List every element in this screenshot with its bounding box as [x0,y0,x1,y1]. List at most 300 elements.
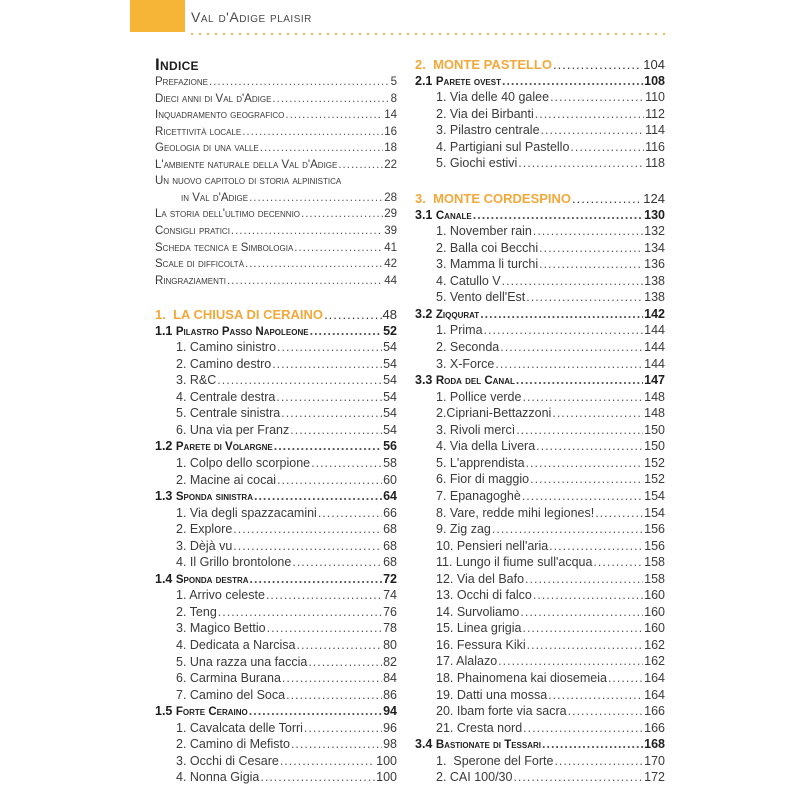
route-entry[interactable] [415,89,665,106]
entry-label [415,207,472,225]
page-number: 142 [644,306,665,321]
dot-leader [218,604,382,621]
page-number: 54 [383,406,397,421]
page-number: 112 [645,106,665,121]
entry-label: 20. Ibam forte via sacra [436,704,567,719]
dot-leader [249,703,382,720]
route-entry[interactable] [415,389,665,406]
page-number: 166 [644,720,665,735]
dot-leader [484,322,644,339]
page-number: 116 [645,139,665,154]
page-number: 64 [383,489,397,504]
entry-label: 5. Giochi estivi [436,156,518,171]
route-entry[interactable] [415,155,665,172]
section-number: 3.2 [415,306,433,321]
dot-leader [301,206,383,223]
route-entry[interactable] [155,736,397,753]
dot-leader [536,438,643,455]
route-entry[interactable] [415,720,665,737]
page-number: 48 [382,307,397,322]
entry-label: 1. Pollice verde [436,389,522,404]
route-entry[interactable] [155,356,397,373]
page-number: 160 [644,621,665,636]
entry-label: 17. Alalazo [436,654,498,669]
page-number: 5 [390,76,397,88]
entry-label: 2. Seconda [436,340,500,354]
route-entry[interactable] [415,422,665,439]
dot-leader [277,339,382,356]
page-number: 147 [644,373,665,388]
entry-label: La storia dell'ultimo decennio [155,208,301,221]
page-number: 54 [383,356,397,371]
entry-label: 3. MONTE CORDESPINO [415,191,572,207]
entry-label: 16. Fessura Kiki [436,637,526,652]
entry-label: 3. Occhi di Cesare [176,753,279,768]
index-title: Indice [155,55,199,74]
dot-leader [297,637,383,654]
entry-label: 4. Via della Livera [436,439,536,454]
page-number: 86 [383,687,397,702]
dot-leader [250,571,383,588]
entry-label: 18. Phainomena kai diosemeia [436,671,607,685]
entry-label: 4. Partigiani sul Pastello [436,139,570,154]
section-entry[interactable] [155,571,397,588]
section-name: Pilastro Passo Napoleone [175,325,309,338]
page-number: 18 [384,142,397,155]
route-entry[interactable] [415,289,665,306]
route-entry[interactable] [415,471,665,488]
dot-leader [553,56,642,73]
section-number: 1.1 [155,323,173,338]
section-number: 3.4 [415,737,433,752]
page-number: 158 [644,571,665,586]
toc-entry[interactable] [155,91,397,108]
dot-leader [285,107,383,124]
page-number: 170 [644,753,665,768]
page-number: 118 [645,156,665,171]
route-entry[interactable] [155,637,397,654]
entry-label [155,323,309,341]
route-entry[interactable] [415,405,665,422]
toc-entry[interactable] [155,256,397,273]
toc-entry[interactable] [155,223,397,240]
entry-label: 3. Pilastro centrale [436,123,540,138]
route-entry[interactable] [415,488,665,505]
entry-label: 3. Mamma li turchi [436,257,539,272]
section-number: 1.2 [155,439,173,454]
entry-label: Prefazione [155,76,209,88]
entry-label [155,488,253,506]
entry-label: 10. Pensieri nell'aria [436,538,549,553]
chapter-entry[interactable] [155,306,397,323]
dot-leader [522,389,643,406]
dot-leader [527,637,644,654]
route-entry[interactable] [415,240,665,257]
entry-label: 5. L'apprendista [436,455,525,470]
entry-label: 1. Arrivo celeste [176,588,265,603]
dot-leader [539,256,643,273]
route-entry[interactable] [415,670,665,687]
dot-leader [523,720,643,737]
page-number: 162 [644,637,665,652]
entry-label: 2. Balla coi Becchi [436,240,539,255]
section-number: 3.1 [415,207,433,222]
dot-leader [286,687,382,704]
dot-leader [498,653,643,670]
page-number: 154 [644,488,665,503]
route-entry[interactable] [155,389,397,406]
dot-leader [217,372,382,389]
dot-leader [304,720,382,737]
dot-leader [308,654,382,671]
section-name: Forte Ceraino [175,706,248,719]
dot-leader [533,587,643,604]
page-number: 154 [644,505,665,520]
route-entry[interactable] [155,604,397,621]
dot-leader [266,587,382,604]
entry-label: 1. Camino sinistro [176,340,277,355]
accent-block [130,0,185,32]
dot-leader [595,505,643,522]
page-number: 172 [644,770,665,785]
chapter-entry[interactable] [415,56,665,73]
toc-entry[interactable] [155,124,397,141]
toc-entry[interactable] [155,107,397,124]
dot-leader [513,769,643,786]
section-number: 1.5 [155,704,173,719]
route-entry[interactable] [155,422,397,439]
route-entry[interactable] [155,620,397,637]
route-entry[interactable] [415,521,665,538]
route-entry[interactable] [415,339,665,356]
section-entry[interactable] [415,306,665,323]
dot-leader [473,207,643,224]
entry-label: 2. Teng [176,604,217,619]
route-entry[interactable] [155,521,397,538]
entry-label: Scale di difficoltà [155,258,245,271]
page-number: 136 [644,257,665,272]
dot-leader [548,687,643,704]
entry-label: 2. Explore [176,522,233,537]
route-entry[interactable] [155,769,397,786]
dot-leader [518,155,644,172]
route-entry[interactable] [155,720,397,737]
section-number: 2.1 [415,73,433,88]
route-entry[interactable] [415,438,665,455]
page-number: 42 [384,258,397,271]
page-number: 29 [384,208,397,221]
page-number: 44 [384,274,397,287]
toc-entry[interactable] [155,190,397,207]
entry-label: 6. Fior di maggio [436,472,530,487]
dot-leader [572,190,642,207]
route-entry[interactable] [155,372,397,389]
dot-leader [495,356,643,373]
section-entry[interactable] [415,73,665,90]
page-number: 160 [644,604,665,619]
route-entry[interactable] [415,653,665,670]
route-entry[interactable] [415,106,665,123]
dot-leader [324,306,381,323]
section-entry[interactable] [415,736,665,753]
page-number: 150 [644,422,665,437]
entry-label: 1. Via degli spazzacamini [176,505,317,520]
entry-label: 14. Survoliamo [436,604,520,619]
page-number: 108 [644,73,665,88]
entry-label: 3. Rivoli mercì [436,422,516,437]
toc-entry[interactable] [155,157,397,174]
route-entry[interactable] [155,554,397,571]
page-number: 52 [383,323,397,338]
toc-entry[interactable] [155,240,397,257]
section-entry[interactable] [155,703,397,720]
entry-label: Scheda tecnica e Simbologia [155,241,294,254]
entry-label: 11. Lungo il fiume sull'acqua [436,555,593,570]
dot-leader [292,554,382,571]
page-number: 138 [644,273,665,288]
dot-leader [502,73,643,90]
route-entry[interactable] [415,571,665,588]
section-entry[interactable] [415,207,665,224]
route-entry[interactable] [155,538,397,555]
toc-entry[interactable] [155,173,397,190]
dot-leader [522,488,643,505]
page-number: 54 [383,373,397,388]
entry-label: 1. Cavalcata delle Torri [176,720,303,735]
route-entry[interactable] [155,753,397,770]
dot-leader [338,157,383,174]
route-entry[interactable] [155,670,397,687]
dot-leader [516,372,643,389]
entry-label: 1. Prima [436,323,483,338]
dot-leader [539,240,643,257]
route-entry[interactable] [415,122,665,139]
route-entry[interactable] [415,256,665,273]
dot-leader [267,620,382,637]
route-entry[interactable] [155,339,397,356]
route-entry[interactable] [415,455,665,472]
dot-leader [277,472,382,489]
dot-leader [500,339,643,356]
route-entry[interactable] [415,554,665,571]
dot-leader [260,769,375,786]
dot-leader [311,455,382,472]
route-entry[interactable] [155,654,397,671]
entry-label: 1. Colpo dello scorpione [176,455,311,470]
section-entry[interactable] [155,488,397,505]
section-name: Roda del Canal [435,375,515,388]
section-entry[interactable] [155,323,397,340]
route-entry[interactable] [415,703,665,720]
toc-entry[interactable] [155,206,397,223]
route-entry[interactable] [415,322,665,339]
route-entry[interactable] [415,356,665,373]
dot-leader [542,736,643,753]
route-entry[interactable] [415,139,665,156]
route-entry[interactable] [415,223,665,240]
page-number: 100 [376,753,397,768]
entry-label [415,372,515,390]
route-entry[interactable] [415,620,665,637]
page-number: 138 [644,290,665,305]
dot-leader [541,122,645,139]
page-number: 144 [644,323,665,338]
dot-leader [549,538,643,555]
entry-label: 7. Epanagoghè [436,488,521,503]
section-name: Canale [435,209,472,222]
page-number: 72 [383,571,397,586]
page-number: 124 [643,191,665,207]
route-entry[interactable] [155,505,397,522]
route-entry[interactable] [415,604,665,621]
page-number: 74 [383,588,397,603]
page-number: 8 [390,92,397,105]
dot-leader [282,670,382,687]
entry-label: 4. Catullo V [436,273,501,288]
page-number: 162 [644,654,665,669]
entry-label: 5. Una razza una faccia [176,654,308,669]
section-name: Parete di Volargne [175,441,273,454]
dot-leader [480,306,643,323]
entry-label: Consigli pratici [155,224,230,237]
section-number: 1.4 [155,571,173,586]
entry-label: 15. Linea grigia [436,621,522,636]
dot-leader [552,405,643,422]
dot-leader [570,139,644,156]
dot-leader [280,753,375,770]
entry-label: 2. MONTE PASTELLO [415,57,552,72]
dot-leader [608,670,643,687]
entry-label: 2. CAI 100/30 [436,770,513,785]
section-entry[interactable] [415,372,665,389]
entry-label: 3. R&C [176,373,217,388]
page-number: 100 [376,770,397,785]
toc-entry[interactable] [155,74,397,91]
dot-leader [281,405,382,422]
dot-leader [274,438,382,455]
entry-label: 12. Via del Bafo [436,571,525,586]
route-entry[interactable] [155,405,397,422]
route-entry[interactable] [415,538,665,555]
entry-label [415,306,479,324]
entry-label: 7. Camino del Soca [176,687,286,702]
page-number: 150 [644,439,665,454]
page-number: 96 [383,720,397,735]
dot-leader [554,753,643,770]
entry-label: Ricettività locale [155,125,242,138]
dot-leader [242,124,383,141]
entry-label [155,703,248,721]
entry-label [155,438,273,456]
entry-label: 8. Vare, redde mihi legiones! [436,505,595,520]
page-number: 152 [644,472,665,487]
route-entry[interactable] [415,753,665,770]
page-number: 104 [643,57,665,72]
page-number: 144 [644,356,665,371]
route-entry[interactable] [415,687,665,704]
page-number: 110 [645,90,665,105]
entry-label: 1. Sperone del Forte [436,753,554,768]
page-number: 130 [644,207,665,222]
route-entry[interactable] [415,587,665,604]
dot-leader [318,505,382,522]
toc-entry[interactable] [155,273,397,290]
dot-leader [290,422,382,439]
page-number: 54 [383,422,397,437]
dot-leader [593,554,643,571]
dot-leader [535,106,644,123]
dot-leader [249,190,383,207]
entry-label: Dieci anni di Val d'Adige [155,92,272,105]
page-number: 68 [383,538,397,553]
page-number: 82 [383,654,397,669]
entry-label [415,736,541,754]
page-number: 148 [644,406,665,421]
section-entry[interactable] [155,438,397,455]
page-number: 94 [383,704,397,719]
route-entry[interactable] [415,273,665,290]
route-entry[interactable] [155,687,397,704]
page-number: 168 [644,737,665,752]
entry-label: Ringraziamenti [155,274,226,287]
entry-label: 1. LA CHIUSA DI CERAINO [155,307,324,322]
page-number: 68 [383,555,397,570]
route-entry[interactable] [415,769,665,786]
entry-label: 13. Occhi di falco [436,588,532,603]
page-number: 156 [644,538,665,553]
entry-label: 1. Via delle 40 galee [436,90,550,105]
page-number: 39 [384,224,397,237]
page-number: 80 [383,638,397,652]
running-title: Val d'Adige plaisir [191,9,312,25]
page-number: 56 [383,439,397,454]
route-entry[interactable] [155,472,397,489]
toc-entry[interactable] [155,140,397,157]
section-name: Parete ovest [435,75,501,88]
dot-leader [530,471,643,488]
page-number: 166 [644,704,665,719]
route-entry[interactable] [415,505,665,522]
entry-label: Geologia di una valle [155,142,259,155]
entry-label: 3. X-Force [436,356,495,371]
dot-leader [272,356,382,373]
dot-leader [291,736,382,753]
entry-label: 2. Via dei Birbanti [436,106,534,121]
page-number: 164 [644,671,665,685]
page-number: 60 [383,472,397,487]
dot-leader [233,521,382,538]
route-entry[interactable] [155,455,397,472]
dot-leader [492,521,643,538]
entry-label: 19. Datti una mossa [436,687,548,702]
entry-label: 2. Camino destro [176,356,272,371]
entry-label: 2. Camino di Mefisto [176,737,290,752]
entry-label: 5. Vento dell'Est [436,290,526,305]
page-number: 98 [383,737,397,752]
entry-label: 4. Centrale destra [176,389,276,404]
page-number: 54 [383,340,397,355]
dot-leader [502,273,644,290]
dot-leader [209,74,390,91]
route-entry[interactable] [415,637,665,654]
entry-label: 3. Magico Bettio [176,621,266,636]
page-number: 41 [384,241,397,254]
entry-label: Un nuovo capitolo di storia alpinistica [155,175,342,188]
dot-leader [272,91,389,108]
chapter-entry[interactable] [415,190,665,207]
dot-leader [227,273,383,290]
route-entry[interactable] [155,587,397,604]
